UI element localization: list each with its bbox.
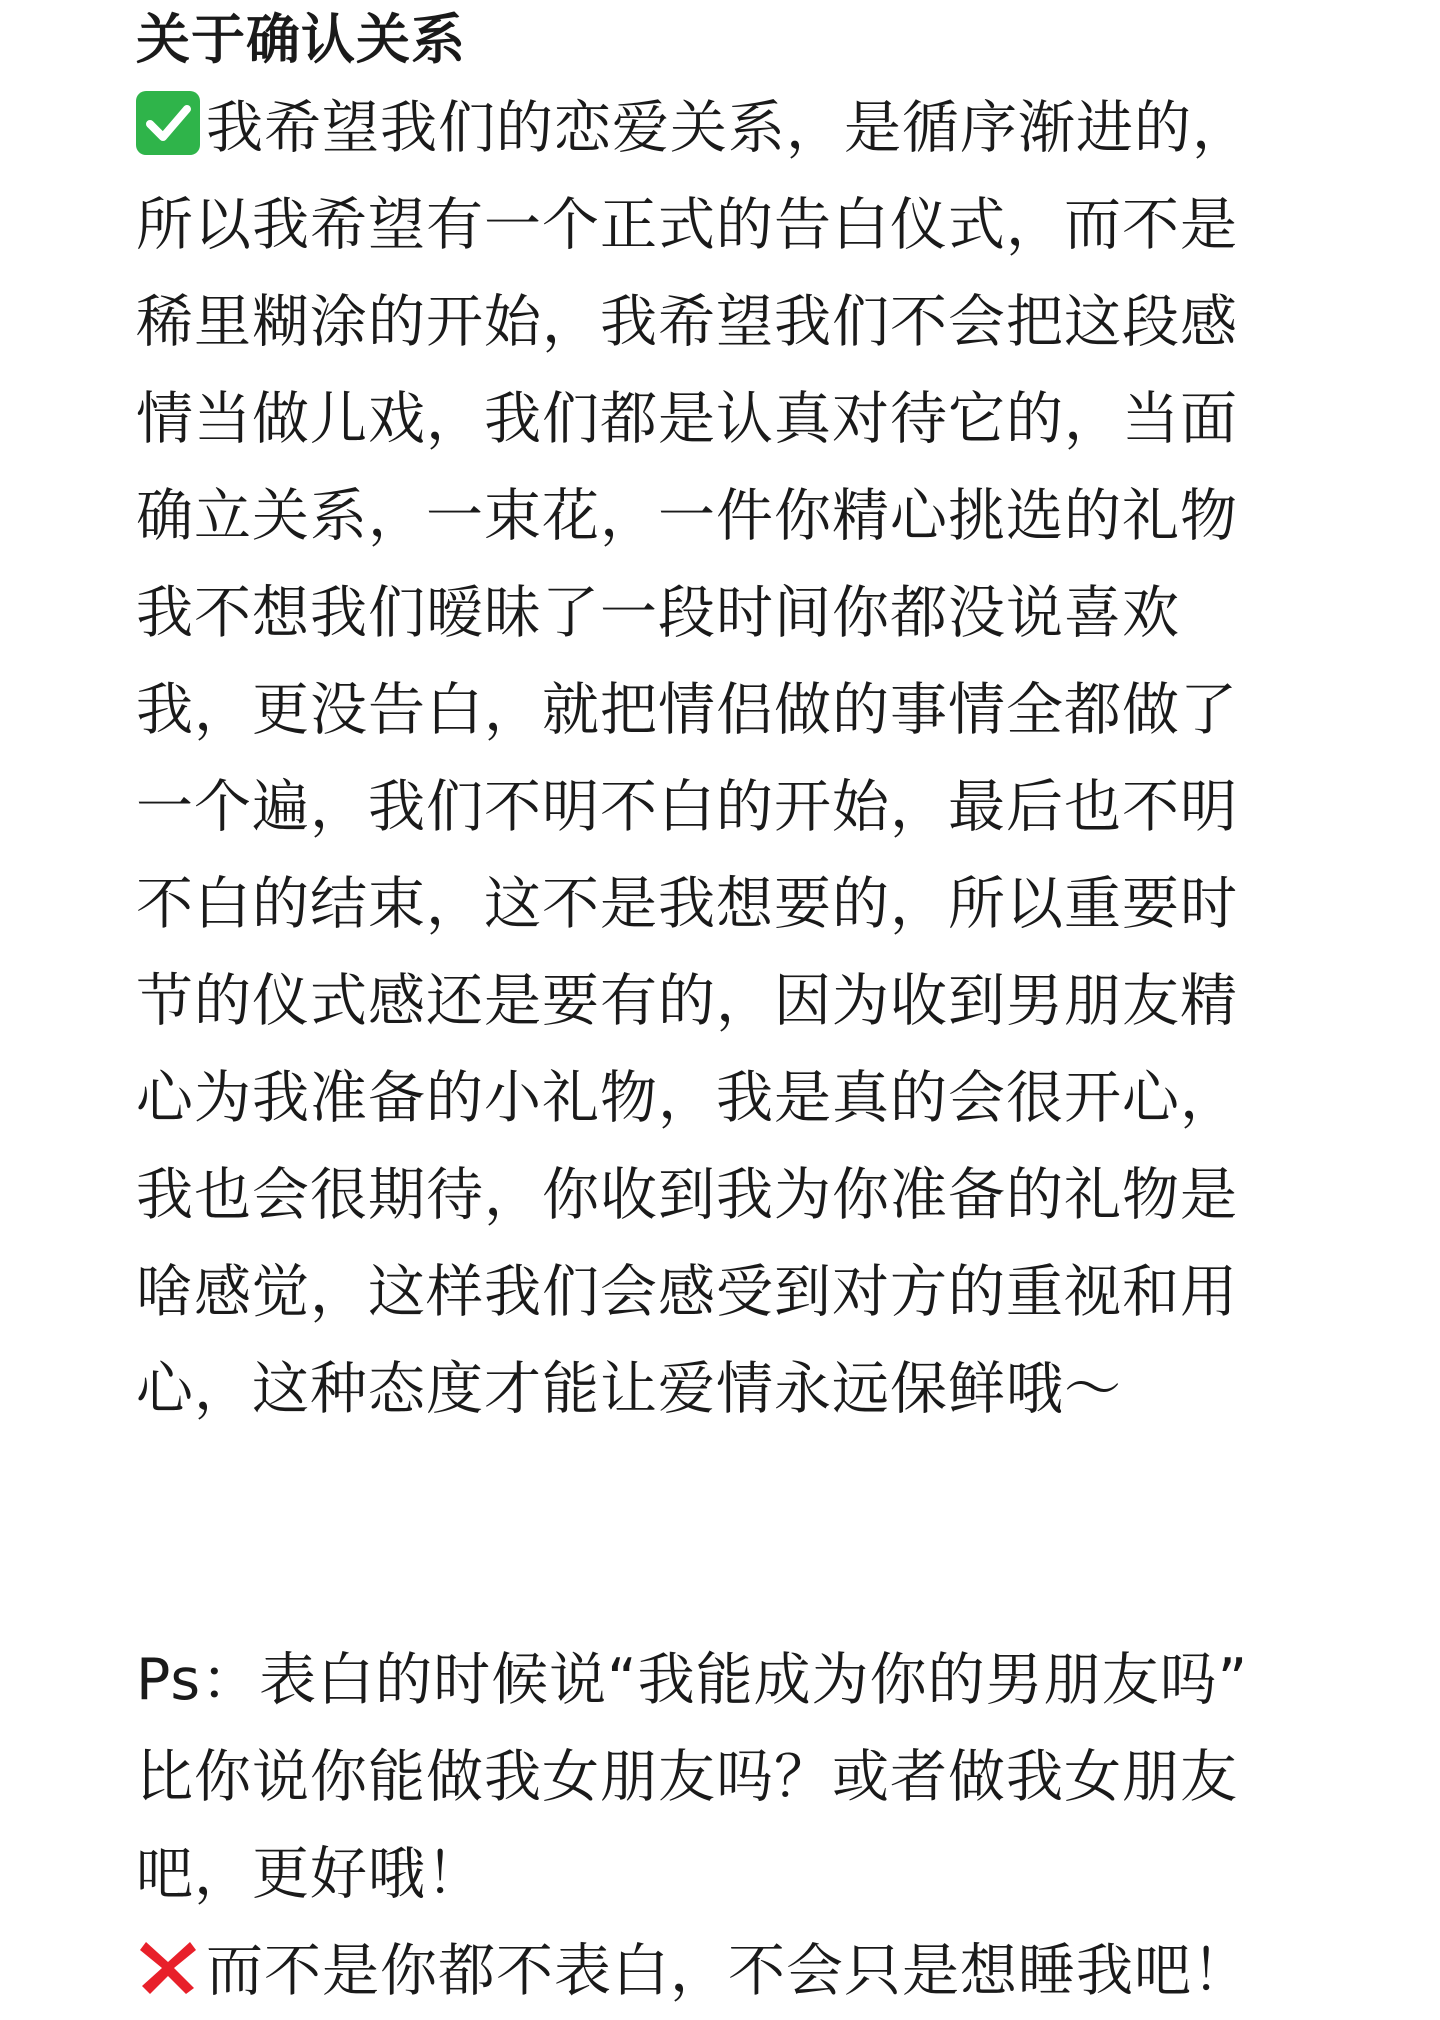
text-line: 比你说你能做我女朋友吗？或者做我女朋友 [136, 1744, 1238, 1810]
text-line: 一个遍，我们不明不白的开始，最后也不明 [136, 774, 1238, 840]
text-line-content: 而不是你都不表白，不会只是想睡我吧！ [206, 1938, 1250, 2004]
text-line: 心为我准备的小礼物，我是真的会很开心， [136, 1065, 1238, 1131]
text-line: 稀里糊涂的开始，我希望我们不会把这段感 [136, 289, 1238, 355]
text-line [136, 1923, 1356, 2020]
red-cross-mark-icon [136, 1934, 200, 1998]
note-title: 关于确认关系 [136, 8, 466, 71]
text-line: Ps：表白的时候说“我能成为你的男朋友吗” [136, 1647, 1249, 1713]
text-line: 确立关系，一束花，一件你精心挑选的礼物 [136, 483, 1238, 549]
text-line: 心，这种态度才能让爱情永远保鲜哦～ [136, 1356, 1122, 1422]
text-line: 我也会很期待，你收到我为你准备的礼物是 [136, 1162, 1238, 1228]
text-line: 情当做儿戏，我们都是认真对待它的，当面 [136, 386, 1238, 452]
text-line: 所以我希望有一个正式的告白仪式，而不是 [136, 192, 1238, 258]
note-document [136, 0, 1356, 2020]
text-line-content: 我希望我们的恋爱关系，是循序渐进的， [206, 95, 1250, 161]
text-line: 我不想我们暧昧了一段时间你都没说喜欢 [136, 580, 1180, 646]
paragraph-spacer [136, 1438, 1356, 1632]
text-line: 吧，更好哦！ [136, 1841, 484, 1907]
text-line: 啥感觉，这样我们会感受到对方的重视和用 [136, 1259, 1238, 1325]
text-line: 节的仪式感还是要有的，因为收到男朋友精 [136, 968, 1238, 1034]
text-line: 我，更没告白，就把情侣做的事情全都做了 [136, 677, 1238, 743]
white-check-mark-icon [136, 91, 200, 155]
text-line [136, 80, 1356, 177]
text-line: 不白的结束，这不是我想要的，所以重要时 [136, 871, 1238, 937]
